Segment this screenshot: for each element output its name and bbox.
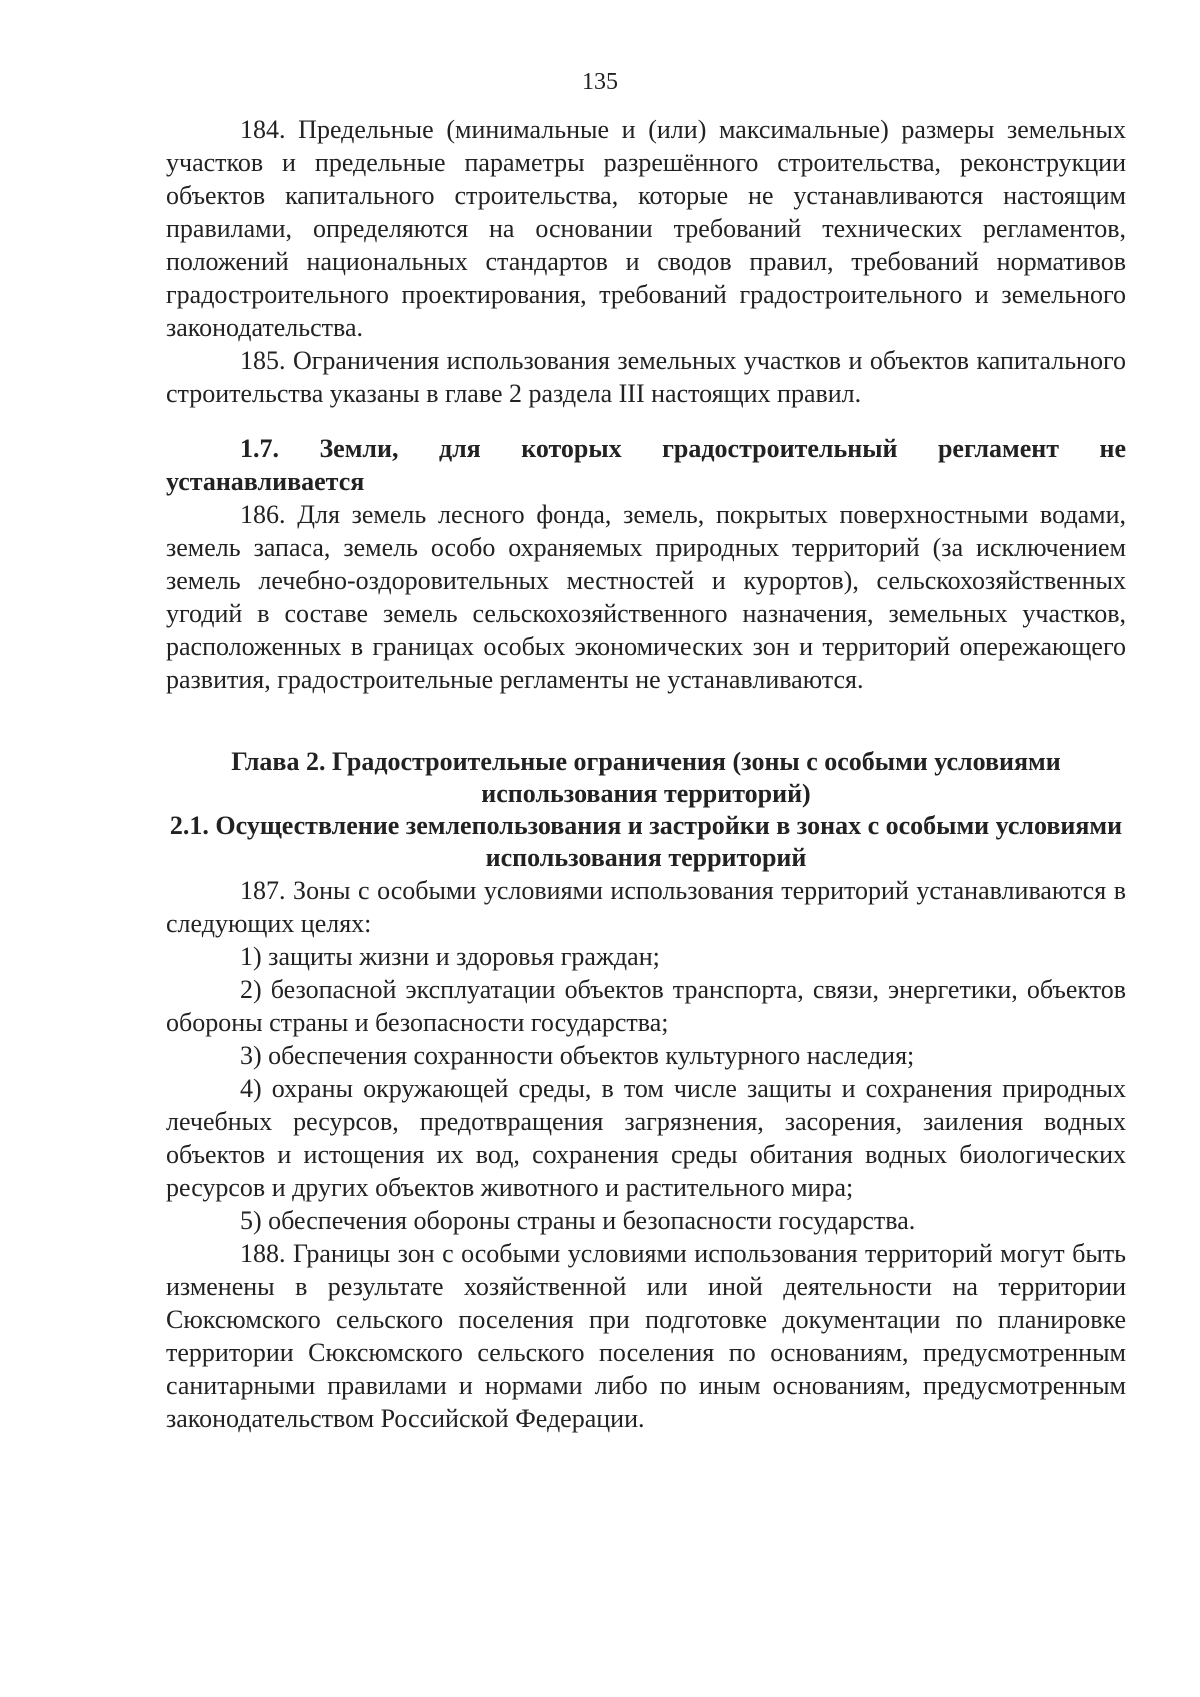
paragraph-text: Для земель лесного фонда, земель, покрытых поверхностными водами, земель запаса, земель особо охраняемых природных территорий (за исключением земель лечебно-оздоровительных местностей и курортов), сельскохозяйственных угодий в составе земель сельскохозяйственного назначения, земельных участков, расположенных в границах особых экономических зон и территорий опережающего развития, градостроительные регламенты не устанавливаются. [166, 500, 1127, 694]
paragraph-186 [166, 498, 1126, 696]
paragraph-188 [166, 1237, 1126, 1435]
paragraph-number: 185. [240, 346, 286, 375]
list-item-text: безопасной эксплуатации объектов транспорта, связи, энергетики, объектов обороны страны и безопасности государства; [166, 975, 1127, 1037]
list-item-text: защиты жизни и здоровья граждан; [268, 942, 660, 971]
subsection-number: 1.7. [240, 434, 279, 463]
list-item-5 [166, 1204, 1126, 1237]
document-body [166, 113, 1126, 1435]
page-number: 135 [582, 69, 618, 95]
list-item-number: 1) [240, 942, 262, 971]
paragraph-text: Границы зон с особыми условиями использования территорий могут быть изменены в результате хозяйственной или иной деятельности на территории Сюксюмского сельского поселения при подготовке документации по планировке территории Сюксюмского сельского поселения по основаниям, предусмотренным санитарными правилами и нормами либо по иным основаниям, предусмотренным законодательством Российской Федерации. [166, 1239, 1127, 1433]
section-heading: 2.1. Осуществление землепользования и застройки в зонах с особыми условиями использования территорий [169, 811, 1123, 872]
paragraph-184 [166, 113, 1126, 344]
paragraph-number: 188. [240, 1239, 286, 1268]
list-item-number: 5) [240, 1206, 262, 1235]
paragraph-number: 187. [240, 876, 286, 905]
list-item-number: 3) [240, 1041, 262, 1070]
paragraph-number: 186. [240, 500, 286, 529]
list-item-number: 4) [240, 1074, 262, 1103]
list-item-text: охраны окружающей среды, в том числе защиты и сохранения природных лечебных ресурсов, предотвращения загрязнения, засорения, заиления водных объектов и истощения их вод, сохранения среды обитания водных биологических ресурсов и других объектов животного и растительного мира; [166, 1074, 1126, 1202]
paragraph-187 [166, 874, 1126, 940]
list-item-text: обеспечения обороны страны и безопасности государства. [268, 1206, 916, 1235]
paragraph-185 [166, 344, 1126, 410]
paragraph-number: 184. [240, 115, 286, 144]
chapter-heading: Глава 2. Градостроительные ограничения (зоны с особыми условиями использования территорий) [231, 747, 1061, 808]
paragraph-text: Зоны с особыми условиями использования территорий устанавливаются в следующих целях: [166, 876, 1126, 938]
subsection-title: Земли, для которых градостроительный регламент не устанавливается [166, 434, 1127, 496]
list-item-text: обеспечения сохранности объектов культурного наследия; [268, 1041, 915, 1070]
list-item-4 [166, 1072, 1126, 1204]
list-item-3 [166, 1039, 1126, 1072]
list-item-1 [166, 940, 1126, 973]
paragraph-text: Ограничения использования земельных участков и объектов капитального строительства указаны в главе 2 раздела III настоящих правил. [166, 346, 1126, 408]
paragraph-text: Предельные (минимальные и (или) максимальные) размеры земельных участков и предельные параметры разрешённого строительства, реконструкции объектов капитального строительства, которые не устанавливаются настоящим правилами, определяются на основании требований технических регламентов, положений национальных стандартов и сводов правил, требований нормативов градостроительного проектирования, требований градостроительного и земельного законодательства. [166, 115, 1126, 342]
list-item-2 [166, 973, 1126, 1039]
list-item-number: 2) [240, 975, 262, 1004]
subsection-heading [166, 432, 1126, 498]
